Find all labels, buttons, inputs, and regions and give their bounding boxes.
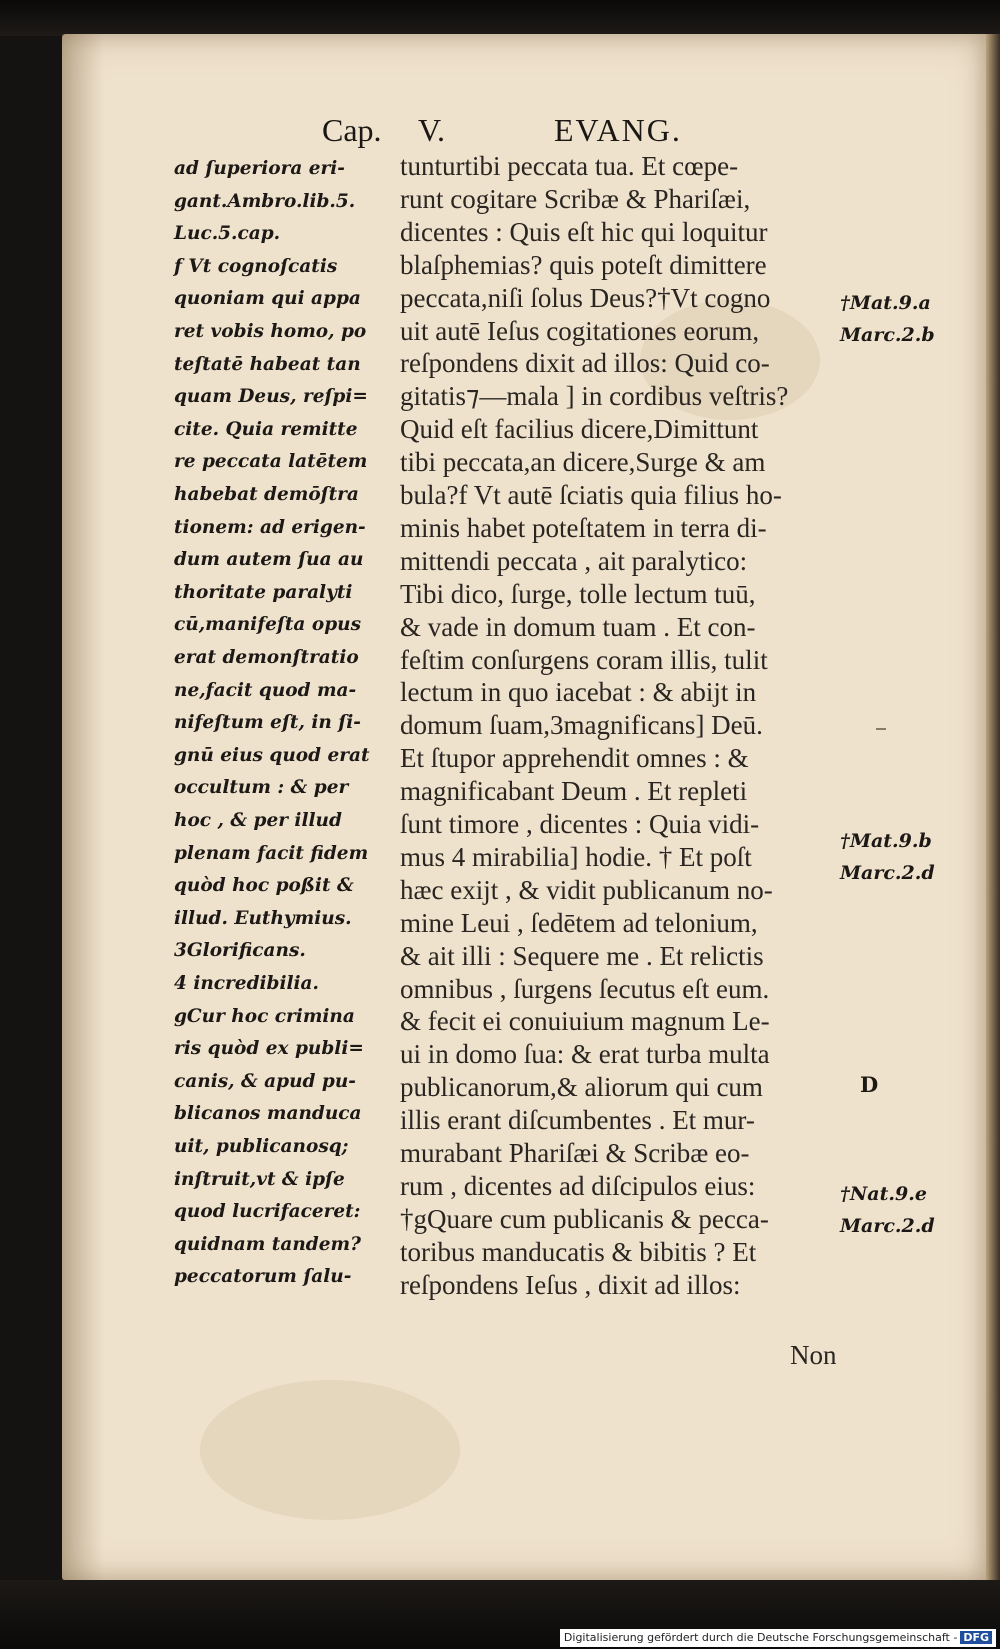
commentary-line: cite. Quia remitte: [174, 418, 358, 440]
reference-line: Marc.2.b: [840, 324, 935, 346]
text-line: Et ſtupor apprehendit omnes : &: [400, 743, 749, 774]
text-line: hæc exijt , & vidit publicanum no-: [400, 874, 773, 905]
paper-stain: [200, 1380, 460, 1520]
text-line: mine Leui , ſedētem ad telonium,: [400, 907, 758, 938]
commentary-line: habebat demōſtra: [174, 484, 359, 505]
text-line: tibi peccata,an dicere,Surge & am: [400, 447, 766, 478]
text-line: feſtim conſurgens coram illis, tulit: [400, 644, 768, 675]
text-line: domum ſuam,3magnificans] Deū.: [400, 710, 763, 741]
commentary-line: thoritate paralyti: [174, 581, 353, 603]
commentary-line: quam Deus, reſpi=: [174, 386, 368, 408]
commentary-line: cū,manifeſta opus: [174, 614, 361, 636]
header-running-title: EVANG.: [554, 112, 682, 148]
text-line: ſunt timore , dicentes : Quia vidi-: [400, 809, 760, 839]
text-line: ui in domo ſua: & erat turba multa: [400, 1039, 770, 1070]
text-line: blaſphemias? quis poteſt dimittere: [400, 249, 767, 280]
commentary-line: ris quòd ex publi=: [174, 1038, 364, 1060]
text-line: minis habet poteſtatem in terra di-: [400, 512, 767, 543]
commentary-line: 3Glorificans.: [174, 940, 306, 962]
commentary-line: tionem: ad erigen-: [174, 516, 366, 538]
text-line: Quid eſt facilius dicere,Dimittunt: [400, 414, 759, 445]
commentary-line: nifeſtum eſt, in ſi-: [174, 712, 361, 734]
side-reference-1: [840, 287, 980, 351]
commentary-line: hoc , & per illud: [174, 810, 342, 831]
header-cap: Cap.: [322, 112, 382, 148]
commentary-line: quod lucrifaceret:: [174, 1201, 361, 1223]
commentary-line: teſtatē habeat tan: [174, 353, 361, 375]
page-fore-edge: [986, 34, 1000, 1580]
text-line: runt cogitare Scribæ & Phariſæi,: [400, 183, 751, 214]
commentary-line: ne,facit quod ma-: [174, 679, 357, 701]
text-line: gitatis⁊—mala ] in cordibus veſtris?: [400, 381, 789, 412]
text-line: illis erant diſcumbentes . Et mur-: [400, 1105, 755, 1136]
commentary-line: erat demonſtratio: [174, 647, 359, 668]
text-line: tunturtibi peccata tua. Et cœpe-: [400, 151, 739, 181]
text-line: mittendi peccata , ait paralytico:: [400, 545, 748, 576]
text-line: & fecit ei conuiuium magnum Le-: [400, 1006, 770, 1037]
commentary-line: uit, publicanosq;: [174, 1136, 349, 1157]
commentary-line: quoniam qui appa: [174, 288, 361, 310]
text-line: murabant Phariſæi & Scribæ eo-: [400, 1138, 750, 1168]
text-line: & ait illi : Sequere me . Et relictis: [400, 940, 764, 971]
commentary-line: re peccata latētem: [174, 451, 368, 473]
dfg-logo: DFG: [960, 1631, 992, 1644]
text-line: lectum in quo iacebat : & abijt in: [400, 677, 757, 708]
text-line: peccata,niſi ſolus Deus?†Vt cogno: [400, 282, 771, 313]
commentary-line: gnū eius quod erat: [174, 744, 370, 766]
text-line: mus 4 mirabilia] hodie. † Et poſt: [400, 841, 752, 872]
scan-bottom-edge: [0, 1580, 1000, 1649]
side-reference-2: [840, 825, 980, 889]
running-header: [322, 112, 722, 152]
text-line: dicentes : Quis eſt hic qui loquitur: [400, 216, 768, 247]
credit-text: Digitalisierung gefördert durch die Deutsche Forschungsgemeinschaft -: [563, 1631, 958, 1644]
text-line: publicanorum,& aliorum qui cum: [400, 1072, 763, 1103]
text-line: Tibi dico, ſurge, tolle lectum tuū,: [400, 578, 756, 609]
commentary-line: illud. Euthymius.: [174, 907, 352, 929]
commentary-line: 4 incredibilia.: [174, 973, 319, 994]
text-line: magnificabant Deum . Et repleti: [400, 776, 748, 807]
commentary-line: inſtruit,vt & ipſe: [174, 1168, 345, 1190]
reference-line: Marc.2.d: [840, 1215, 935, 1237]
digitization-credit: [560, 1629, 996, 1647]
text-line: bula?f Vt autē ſciatis quia filius ho-: [400, 480, 782, 510]
commentary-line: gant.Ambro.lib.5.: [174, 190, 356, 212]
text-line: rum , dicentes ad diſcipulos eius:: [400, 1170, 756, 1201]
commentary-line: blicanos manduca: [174, 1103, 362, 1125]
commentary-line: f Vt cognoſcatis: [174, 255, 338, 277]
commentary-line: ad ſuperiora eri-: [174, 158, 345, 179]
commentary-line: gCur hoc crimina: [174, 1005, 355, 1027]
text-line: reſpondens Ieſus , dixit ad illos:: [400, 1269, 741, 1300]
header-chapter-numeral: V.: [418, 112, 445, 148]
commentary-line: plenam facit fidem: [174, 842, 369, 864]
commentary-line: peccatorum ſalu-: [174, 1266, 352, 1288]
page-gutter-shadow: [62, 34, 104, 1580]
text-line: reſpondens dixit ad illos: Quid co-: [400, 348, 770, 379]
reference-line: †Nat.9.e: [840, 1183, 927, 1205]
commentary-line: dum autem ſua au: [174, 549, 364, 571]
text-line: uit autē Ieſus cogitationes eorum,: [400, 315, 760, 346]
text-line: toribus manducatis & bibitis ? Et: [400, 1236, 757, 1267]
commentary-line: Luc.5.cap.: [174, 223, 281, 245]
commentary-line: canis, & apud pu-: [174, 1070, 356, 1092]
commentary-line: quòd hoc poßit &: [174, 875, 354, 897]
commentary-line: occultum : & per: [174, 777, 349, 799]
scan-top-edge: [0, 0, 1000, 36]
text-line: & vade in domum tuam . Et con-: [400, 611, 756, 642]
catchword: Non: [790, 1340, 837, 1370]
reference-line: †Mat.9.b: [840, 830, 932, 852]
commentary-line: ret vobis homo, po: [174, 321, 367, 342]
text-line: †gQuare cum publicanis & pecca-: [400, 1203, 769, 1234]
side-reference-3: [840, 1178, 980, 1242]
commentary-line: quidnam tandem?: [174, 1233, 361, 1255]
margin-dash: [876, 728, 886, 730]
reference-line: Marc.2.d: [840, 862, 935, 884]
section-letter: D: [860, 1072, 879, 1097]
text-line: omnibus , ſurgens ſecutus eſt eum.: [400, 973, 770, 1004]
reference-line: †Mat.9.a: [840, 292, 931, 314]
